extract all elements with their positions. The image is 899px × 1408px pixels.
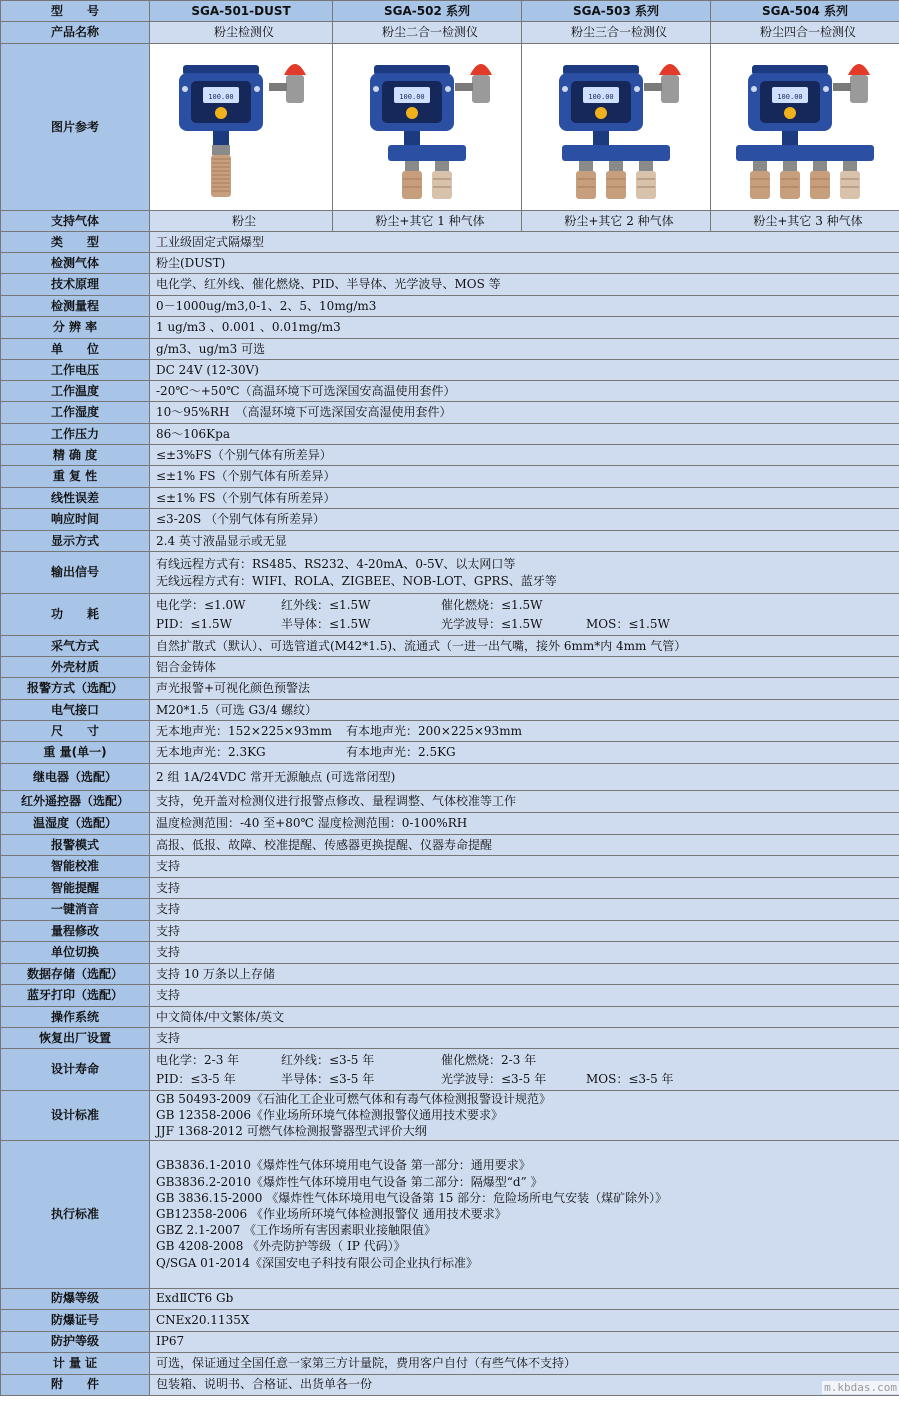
row-value xyxy=(150,721,899,742)
row-label: 数据存储（选配） xyxy=(1,964,150,985)
value-line: CNEx20.1135X xyxy=(156,1312,250,1327)
row-value xyxy=(150,835,899,856)
spec-row xyxy=(1,899,899,921)
row-value xyxy=(150,942,899,964)
model-sga-501: SGA-501-DUST xyxy=(150,1,333,22)
row-label: 一键消音 xyxy=(1,899,150,921)
spec-row xyxy=(1,1309,899,1331)
row-value xyxy=(150,509,899,531)
value-segment: 有本地声光：200×225×93mm xyxy=(346,723,522,738)
row-label: 设计寿命 xyxy=(1,1049,150,1091)
value-line: ≤±3%FS（个别气体有所差异） xyxy=(156,447,332,462)
sensor-connector xyxy=(783,161,797,171)
gas-detector-illustration xyxy=(541,45,691,205)
value-line: GBZ 2.1-2007 《工作场所有害因素职业接触限值》 xyxy=(156,1223,437,1238)
support-gas-value: 粉尘 xyxy=(150,211,333,232)
spec-row xyxy=(1,1374,899,1395)
housing-bolt xyxy=(254,86,260,92)
manifold-base xyxy=(388,145,466,161)
row-label: 工作湿度 xyxy=(1,402,150,424)
lamp-bracket xyxy=(644,83,662,91)
value-line xyxy=(156,615,899,634)
gas-sensor xyxy=(810,171,830,199)
row-label: 继电器（选配） xyxy=(1,764,150,791)
value-line: Q/SGA 01-2014《深国安电子科技有限公司企业执行标准》 xyxy=(156,1255,479,1270)
row-value xyxy=(150,317,899,339)
sensor-connector xyxy=(435,161,449,171)
row-value xyxy=(150,742,899,764)
row-value xyxy=(150,1091,899,1141)
row-label: 显示方式 xyxy=(1,531,150,552)
value-line: g/m3、ug/m3 可选 xyxy=(156,341,266,356)
value-line: 支持 xyxy=(156,988,181,1003)
row-label: 分 辨 率 xyxy=(1,317,150,339)
alarm-lamp-icon xyxy=(284,64,306,75)
sensor-connector xyxy=(813,161,827,171)
sensor-connector xyxy=(753,161,767,171)
product-image-504 xyxy=(711,44,899,211)
spec-row xyxy=(1,985,899,1007)
row-value xyxy=(150,964,899,985)
lcd-readout: 100.00 xyxy=(777,92,803,101)
row-value xyxy=(150,985,899,1007)
indicator-light xyxy=(406,107,418,119)
value-line: GB12358-2006 《作业场所环境气体检测报警仪 通用技术要求》 xyxy=(156,1206,507,1221)
alarm-lamp-icon xyxy=(659,64,681,75)
value-line: 电化学、红外线、催化燃烧、PID、半导体、光学波导、MOS 等 xyxy=(156,277,501,292)
row-value xyxy=(150,657,899,678)
spec-row xyxy=(1,402,899,424)
gas-sensor xyxy=(576,171,596,199)
row-label: 红外遥控器（选配） xyxy=(1,791,150,813)
row-value xyxy=(150,921,899,942)
row-label: 电气接口 xyxy=(1,700,150,721)
value-line: 支持 10 万条以上存储 xyxy=(156,966,275,981)
row-value xyxy=(150,678,899,700)
value-line: 自然扩散式（默认）、可选管道式(M42*1.5)、流通式（一进一出气嘴，接外 6mm*内 4mm 气管） xyxy=(156,638,687,653)
spec-row xyxy=(1,878,899,899)
sensor-connector xyxy=(405,161,419,171)
spec-row xyxy=(1,1331,899,1352)
value-segment: 光学波导：≤3-5 年 xyxy=(441,1071,547,1086)
gas-sensor xyxy=(606,171,626,199)
value-line: 温度检测范围：-40 至+80℃ 湿度检测范围：0-100%RH xyxy=(156,816,468,831)
value-segment: 红外线：≤1.5W xyxy=(281,597,371,612)
spec-row xyxy=(1,424,899,445)
value-line: 粉尘(DUST) xyxy=(156,255,226,270)
spec-row xyxy=(1,1352,899,1374)
row-label: 外壳材质 xyxy=(1,657,150,678)
row-value xyxy=(150,899,899,921)
indicator-light xyxy=(784,107,796,119)
housing-bolt xyxy=(634,86,640,92)
gas-sensor xyxy=(840,171,860,199)
model-sga-504: SGA-504 系列 xyxy=(711,1,899,22)
spec-row xyxy=(1,466,899,488)
row-label: 操作系统 xyxy=(1,1007,150,1028)
value-line: ≤3-20S （个别气体有所差异） xyxy=(156,512,326,527)
spec-row xyxy=(1,594,899,636)
row-label: 量程修改 xyxy=(1,921,150,942)
value-line: M20*1.5（可选 G3/4 螺纹） xyxy=(156,702,318,717)
lcd-readout: 100.00 xyxy=(588,92,614,101)
spec-row xyxy=(1,509,899,531)
gas-detector-illustration xyxy=(166,45,316,205)
value-segment: 无本地声光：152×225×93mm xyxy=(156,723,332,738)
row-label: 产品名称 xyxy=(1,22,150,44)
value-segment: 电化学：≤1.0W xyxy=(156,597,246,612)
value-line: 包装箱、说明书、合格证、出货单各一份 xyxy=(156,1377,373,1392)
gas-sensor xyxy=(402,171,422,199)
gas-detector-illustration xyxy=(730,45,880,205)
housing-bolt xyxy=(823,86,829,92)
value-segment: 光学波导：≤1.5W xyxy=(441,616,543,631)
product-name-row xyxy=(1,22,899,44)
value-segment: 无本地声光：2.3KG xyxy=(156,745,266,759)
row-label: 报警模式 xyxy=(1,835,150,856)
housing-neck xyxy=(213,131,229,145)
spec-row xyxy=(1,678,899,700)
value-segment: MOS：≤1.5W xyxy=(586,616,670,631)
value-line xyxy=(156,1051,899,1070)
row-value xyxy=(150,531,899,552)
lamp-bracket xyxy=(833,83,851,91)
product-image-503 xyxy=(522,44,711,211)
alarm-lamp-base xyxy=(661,75,679,103)
row-value xyxy=(150,381,899,402)
row-label: 图片参考 xyxy=(1,44,150,211)
row-value xyxy=(150,856,899,878)
value-segment: PID：≤1.5W xyxy=(156,616,232,631)
value-line: 工业级固定式隔爆型 xyxy=(156,234,265,249)
spec-row xyxy=(1,835,899,856)
row-value xyxy=(150,1049,899,1091)
value-segment: PID：≤3-5 年 xyxy=(156,1071,236,1086)
value-line: 支持 xyxy=(156,859,181,874)
housing-bolt xyxy=(445,86,451,92)
header-row xyxy=(1,1,899,22)
row-label: 精 确 度 xyxy=(1,445,150,466)
lamp-bracket xyxy=(269,83,287,91)
row-value xyxy=(150,764,899,791)
value-line: 2.4 英寸液晶显示或无显 xyxy=(156,533,287,548)
lcd-readout: 100.00 xyxy=(208,92,234,101)
spec-row xyxy=(1,531,899,552)
value-line: 0－1000ug/m3,0-1、2、5、10mg/m3 xyxy=(156,298,377,313)
row-value xyxy=(150,813,899,835)
spec-row xyxy=(1,1049,899,1091)
housing-bolt xyxy=(562,86,568,92)
value-line: 支持 xyxy=(156,902,181,917)
row-label: 采气方式 xyxy=(1,636,150,657)
row-label: 单位切换 xyxy=(1,942,150,964)
row-label: 设计标准 xyxy=(1,1091,150,1141)
watermark: m.kbdas.com xyxy=(824,1381,897,1394)
value-line xyxy=(156,722,899,741)
row-label: 智能提醒 xyxy=(1,878,150,899)
row-label: 单 位 xyxy=(1,339,150,360)
row-value xyxy=(150,1007,899,1028)
gas-sensor xyxy=(780,171,800,199)
product-name: 粉尘二合一检测仪 xyxy=(333,22,522,44)
row-label: 报警方式（选配） xyxy=(1,678,150,700)
value-line: 10～95%RH （高湿环境下可选深国安高湿使用套件） xyxy=(156,405,452,420)
alarm-lamp-base xyxy=(850,75,868,103)
manifold-base xyxy=(736,145,874,161)
spec-row xyxy=(1,232,899,253)
row-value xyxy=(150,552,899,594)
row-value xyxy=(150,1331,899,1352)
value-line: 声光报警+可视化颜色预警法 xyxy=(156,681,311,696)
row-value xyxy=(150,253,899,274)
spec-row xyxy=(1,700,899,721)
value-line: GB3836.2-2010《爆炸性气体环境用电气设备 第二部分：隔爆型“d” 》 xyxy=(156,1174,543,1189)
value-line: 铝合金铸体 xyxy=(156,659,217,674)
value-line xyxy=(156,743,899,762)
spec-row xyxy=(1,381,899,402)
row-value xyxy=(150,339,899,360)
row-label: 检测气体 xyxy=(1,253,150,274)
value-line: JJF 1368-2012 可燃气体检测报警器型式评价大纲 xyxy=(156,1124,427,1139)
row-value xyxy=(150,791,899,813)
row-value xyxy=(150,360,899,381)
row-label: 功 耗 xyxy=(1,594,150,636)
product-name: 粉尘检测仪 xyxy=(150,22,333,44)
row-label: 工作压力 xyxy=(1,424,150,445)
row-label: 执行标准 xyxy=(1,1140,150,1288)
housing-bolt xyxy=(373,86,379,92)
row-value xyxy=(150,1309,899,1331)
spec-row xyxy=(1,488,899,509)
housing-neck xyxy=(782,131,798,145)
support-gas-row xyxy=(1,211,899,232)
row-value xyxy=(150,594,899,636)
value-line: 可选，保证通过全国任意一家第三方计量院，费用客户自付（有些气体不支持） xyxy=(156,1355,577,1370)
row-value xyxy=(150,466,899,488)
row-value xyxy=(150,296,899,317)
housing-neck xyxy=(593,131,609,145)
value-line: 2 组 1A/24VDC 常开无源触点 (可选常闭型) xyxy=(156,769,396,784)
gas-detector-illustration xyxy=(352,45,502,205)
row-value xyxy=(150,402,899,424)
value-line: 86～106Kpa xyxy=(156,426,230,441)
value-line: ≤±1% FS（个别气体有所差异） xyxy=(156,490,336,505)
support-gas-value: 粉尘+其它 3 种气体 xyxy=(711,211,899,232)
value-line: GB 50493-2009《石油化工企业可燃气体和有毒气体检测报警设计规范》 xyxy=(156,1092,551,1106)
image-row xyxy=(1,44,899,211)
spec-row xyxy=(1,1140,899,1288)
spec-row xyxy=(1,274,899,296)
product-name: 粉尘四合一检测仪 xyxy=(711,22,899,44)
lcd-readout: 100.00 xyxy=(399,92,425,101)
row-label: 输出信号 xyxy=(1,552,150,594)
value-segment: 有本地声光：2.5KG xyxy=(346,745,456,759)
value-line: GB 4208-2008 《外壳防护等级（ IP 代码）》 xyxy=(156,1239,406,1254)
value-line: GB 12358-2006《作业场所环境气体检测报警仪通用技术要求》 xyxy=(156,1108,503,1123)
support-gas-value: 粉尘+其它 2 种气体 xyxy=(522,211,711,232)
spec-row xyxy=(1,445,899,466)
spec-row xyxy=(1,360,899,381)
value-segment: 催化燃烧：≤1.5W xyxy=(441,597,543,612)
row-value xyxy=(150,1374,899,1395)
row-label: 防护等级 xyxy=(1,1331,150,1352)
row-value xyxy=(150,1288,899,1309)
spec-row xyxy=(1,636,899,657)
spec-row xyxy=(1,791,899,813)
spec-row xyxy=(1,742,899,764)
value-line: 支持 xyxy=(156,945,181,960)
spec-row xyxy=(1,657,899,678)
row-value xyxy=(150,1028,899,1049)
value-line xyxy=(156,1070,899,1089)
alarm-lamp-base xyxy=(472,75,490,103)
spec-row xyxy=(1,1288,899,1309)
sensor-connector xyxy=(579,161,593,171)
spec-row xyxy=(1,856,899,878)
row-label: 计 量 证 xyxy=(1,1352,150,1374)
row-value xyxy=(150,274,899,296)
housing-neck xyxy=(404,131,420,145)
spec-row xyxy=(1,721,899,742)
alarm-lamp-icon xyxy=(470,64,492,75)
value-line: GB3836.1-2010《爆炸性气体环境用电气设备 第一部分：通用要求》 xyxy=(156,1158,531,1173)
row-label: 重 复 性 xyxy=(1,466,150,488)
value-line: 高报、低报、故障、校准提醒、传感器更换提醒、仪器寿命提醒 xyxy=(156,837,493,852)
value-line: ExdⅡCT6 Gb xyxy=(156,1291,234,1306)
row-value xyxy=(150,445,899,466)
spec-row xyxy=(1,1028,899,1049)
spec-row xyxy=(1,296,899,317)
row-label: 智能校准 xyxy=(1,856,150,878)
value-line: 支持，免开盖对检测仪进行报警点修改、量程调整、气体校准等工作 xyxy=(156,794,517,809)
product-image-501 xyxy=(150,44,333,211)
row-value xyxy=(150,424,899,445)
spec-row xyxy=(1,764,899,791)
row-label: 类 型 xyxy=(1,232,150,253)
value-segment: 半导体：≤3-5 年 xyxy=(281,1071,375,1086)
header-label: 型 号 xyxy=(1,1,150,22)
gas-sensor xyxy=(636,171,656,199)
row-label: 线性误差 xyxy=(1,488,150,509)
alarm-lamp-icon xyxy=(848,64,870,75)
row-label: 尺 寸 xyxy=(1,721,150,742)
value-segment: 催化燃烧：2-3 年 xyxy=(441,1052,537,1067)
value-segment: MOS：≤3-5 年 xyxy=(586,1071,674,1086)
manifold-base xyxy=(562,145,670,161)
value-line: 1 ug/m3 、0.001 、0.01mg/m3 xyxy=(156,320,341,335)
value-line: 支持 xyxy=(156,880,181,895)
housing-bolt xyxy=(751,86,757,92)
row-label: 响应时间 xyxy=(1,509,150,531)
row-label: 恢复出厂设置 xyxy=(1,1028,150,1049)
row-label: 技术原理 xyxy=(1,274,150,296)
row-value xyxy=(150,878,899,899)
value-line: GB 3836.15-2000 《爆炸性气体环境用电气设备第 15 部分：危险场所电气安装（煤矿除外）》 xyxy=(156,1190,668,1205)
value-line: 支持 xyxy=(156,923,181,938)
row-value xyxy=(150,488,899,509)
row-label: 防爆证号 xyxy=(1,1309,150,1331)
value-line: 中文简体/中文繁体/英文 xyxy=(156,1009,285,1024)
sensor-connector xyxy=(843,161,857,171)
value-line: 无线远程方式有：WIFI、ROLA、ZIGBEE、NOB-LOT、GPRS、蓝牙等 xyxy=(156,573,557,588)
lamp-bracket xyxy=(455,83,473,91)
sensor-connector xyxy=(609,161,623,171)
sensor-connector xyxy=(212,145,230,155)
spec-row xyxy=(1,1007,899,1028)
row-label: 温湿度（选配） xyxy=(1,813,150,835)
row-value xyxy=(150,1140,899,1288)
indicator-light xyxy=(595,107,607,119)
sensor-connector xyxy=(639,161,653,171)
spec-row xyxy=(1,813,899,835)
row-label: 蓝牙打印（选配） xyxy=(1,985,150,1007)
row-value xyxy=(150,1352,899,1374)
gas-sensor xyxy=(432,171,452,199)
value-line: DC 24V (12-30V) xyxy=(156,362,259,377)
spec-row xyxy=(1,552,899,594)
value-segment: 电化学：2-3 年 xyxy=(156,1052,240,1067)
spec-row xyxy=(1,942,899,964)
row-value xyxy=(150,636,899,657)
row-label: 检测量程 xyxy=(1,296,150,317)
value-segment: 半导体：≤1.5W xyxy=(281,616,371,631)
model-sga-503: SGA-503 系列 xyxy=(522,1,711,22)
value-line: 有线远程方式有：RS485、RS232、4-20mA、0-5V、以太网口等 xyxy=(156,557,516,572)
spec-row xyxy=(1,964,899,985)
spec-row xyxy=(1,317,899,339)
row-label: 支持气体 xyxy=(1,211,150,232)
housing-bolt xyxy=(182,86,188,92)
value-line: 支持 xyxy=(156,1030,181,1045)
row-label: 防爆等级 xyxy=(1,1288,150,1309)
value-line: -20℃～+50℃（高温环境下可选深国安高温使用套件） xyxy=(156,383,456,398)
spec-row xyxy=(1,253,899,274)
spec-row xyxy=(1,339,899,360)
row-value xyxy=(150,700,899,721)
spec-row xyxy=(1,1091,899,1141)
spec-row xyxy=(1,921,899,942)
gas-sensor xyxy=(750,171,770,199)
product-image-502 xyxy=(333,44,522,211)
value-segment: 红外线：≤3-5 年 xyxy=(281,1052,375,1067)
alarm-lamp-base xyxy=(286,75,304,103)
value-line xyxy=(156,596,899,615)
value-line: IP67 xyxy=(156,1334,185,1349)
row-label: 重 量(单一) xyxy=(1,742,150,764)
support-gas-value: 粉尘+其它 1 种气体 xyxy=(333,211,522,232)
model-sga-502: SGA-502 系列 xyxy=(333,1,522,22)
indicator-light xyxy=(215,107,227,119)
row-label: 工作温度 xyxy=(1,381,150,402)
row-value xyxy=(150,232,899,253)
row-label: 工作电压 xyxy=(1,360,150,381)
product-name: 粉尘三合一检测仪 xyxy=(522,22,711,44)
row-label: 附 件 xyxy=(1,1374,150,1395)
value-line: ≤±1% FS（个别气体有所差异） xyxy=(156,469,336,484)
